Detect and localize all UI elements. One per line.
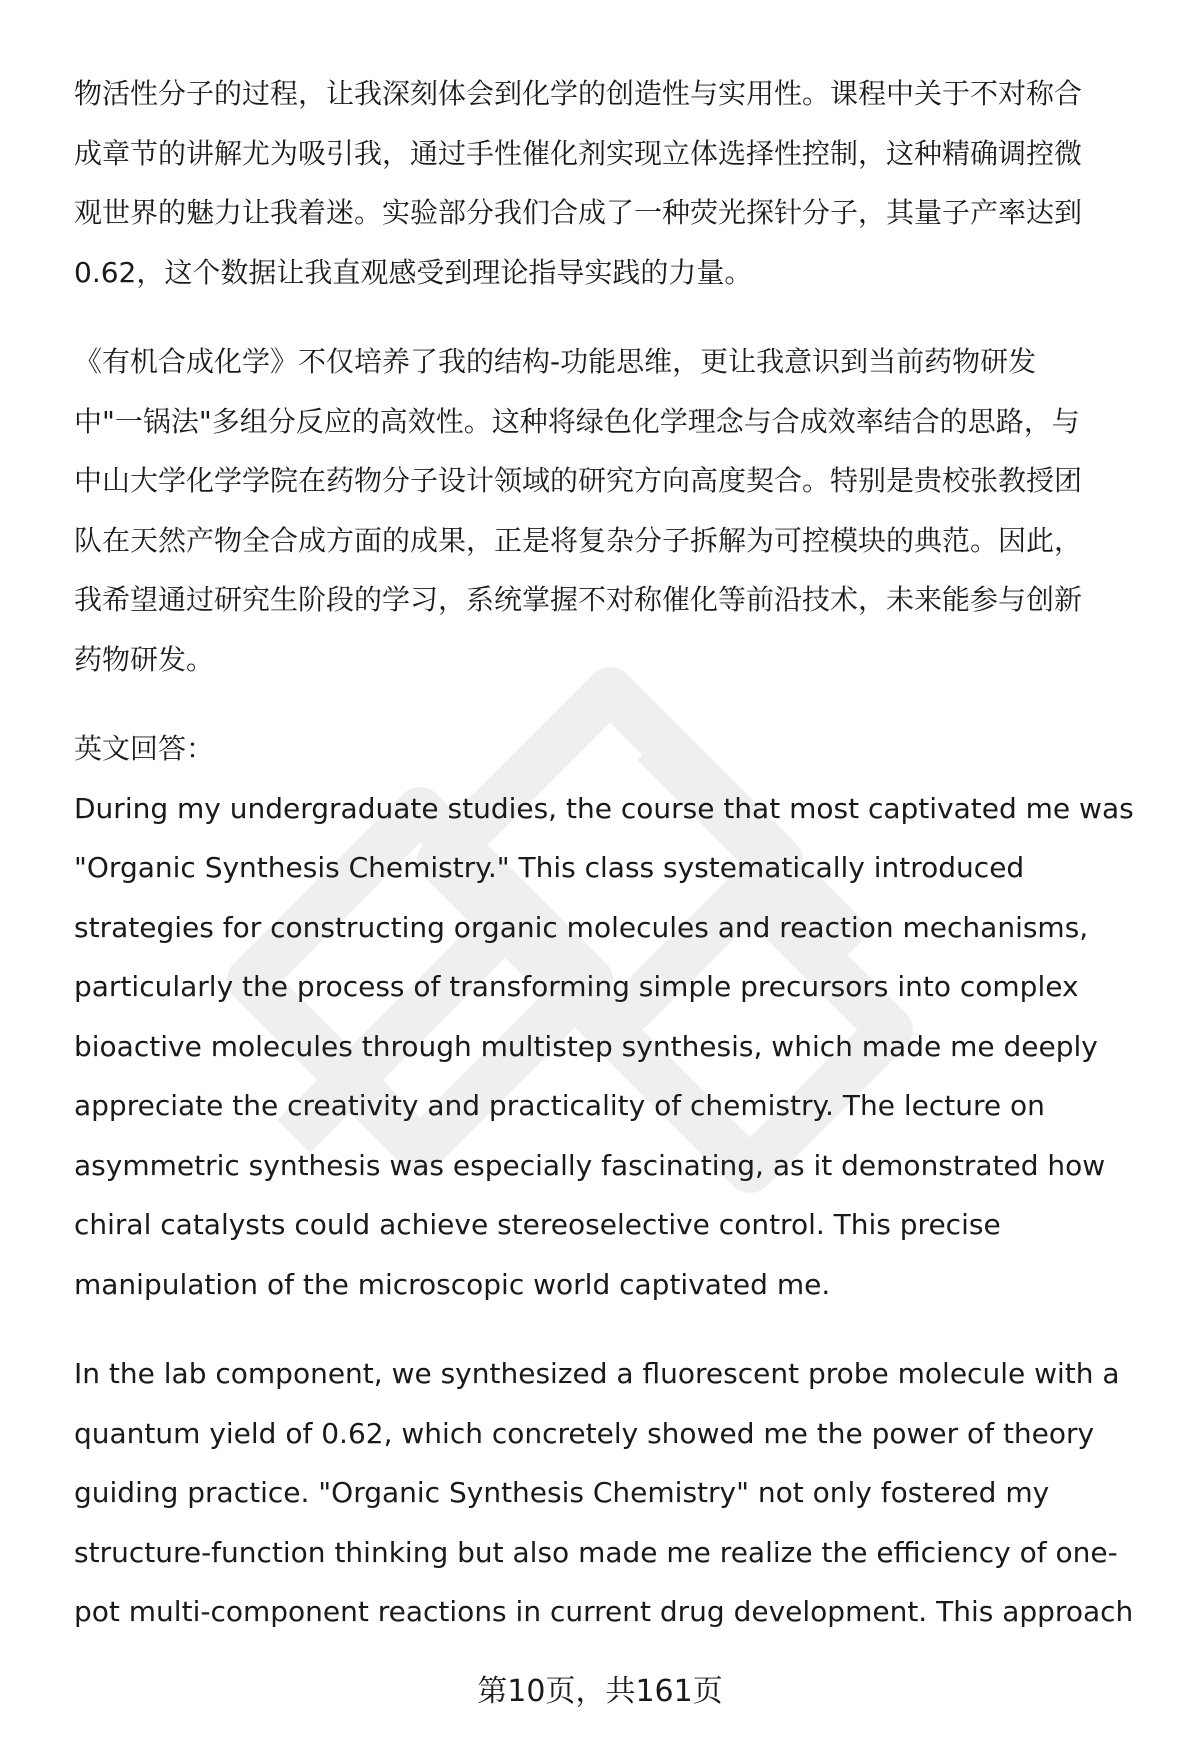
paragraph-en-1 — [74, 779, 1154, 1315]
text-line: 药物研发。 — [74, 642, 215, 676]
text-line: 观世界的魅力让我着迷。实验部分我们合成了一种荧光探针分子，其量子产率达到 — [74, 196, 1083, 229]
paragraph-cn-2 — [74, 332, 1154, 689]
text-line: structure-function thinking but also made me realize the efficiency of one- — [74, 1535, 1118, 1569]
text-line: appreciate the creativity and practicality of chemistry. The lecture on — [74, 1089, 1045, 1122]
text-line: 成章节的讲解尤为吸引我，通过手性催化剂实现立体选择性控制，这种精确调控微 — [74, 136, 1083, 170]
text-line: 我希望通过研究生阶段的学习，系统掌握不对称催化等前沿技术，未来能参与创新 — [74, 583, 1083, 616]
text-line: strategies for constructing organic molecules and reaction mechanisms, — [74, 910, 1089, 944]
text-line: "Organic Synthesis Chemistry." This class systematically introduced — [74, 851, 1025, 884]
english-answer-label: 英文回答： — [74, 732, 215, 765]
text-line: pot multi-component reactions in current drug development. This approach — [74, 1595, 1134, 1628]
paragraph-gap — [74, 302, 1154, 332]
paragraph-gap — [74, 1314, 1154, 1344]
document-body — [74, 64, 1154, 1642]
text-line: In the lab component, we synthesized a fluorescent probe molecule with a — [74, 1357, 1120, 1390]
text-line: bioactive molecules through multistep synthesis, which made me deeply — [74, 1029, 1098, 1063]
paragraph-gap — [74, 689, 1154, 719]
text-line: guiding practice. "Organic Synthesis Chemistry" not only fostered my — [74, 1476, 1050, 1509]
text-line: quantum yield of 0.62, which concretely showed me the power of theory — [74, 1416, 1095, 1450]
text-line: 0.62，这个数据让我直观感受到理论指导实践的力量。 — [74, 255, 753, 289]
text-line: During my undergraduate studies, the course that most captivated me was — [74, 791, 1134, 825]
text-line: 物活性分子的过程，让我深刻体会到化学的创造性与实用性。课程中关于不对称合 — [74, 77, 1083, 110]
text-line: chiral catalysts could achieve stereoselective control. This precise — [74, 1208, 1001, 1241]
text-line: 队在天然产物全合成方面的成果，正是将复杂分子拆解为可控模块的典范。因此， — [74, 523, 1083, 557]
text-line: asymmetric synthesis was especially fascinating, as it demonstrated how — [74, 1148, 1106, 1182]
text-line: 中山大学化学学院在药物分子设计领域的研究方向高度契合。特别是贵校张教授团 — [74, 464, 1083, 497]
text-line: 《有机合成化学》不仅培养了我的结构-功能思维，更让我意识到当前药物研发 — [74, 345, 1037, 378]
text-line: particularly the process of transforming simple precursors into complex — [74, 970, 1079, 1003]
page-number: 第10页，共161页 — [477, 1674, 723, 1709]
paragraph-cn-1 — [74, 64, 1154, 302]
paragraph-en-2 — [74, 1344, 1154, 1642]
text-line: manipulation of the microscopic world captivated me. — [74, 1267, 831, 1301]
text-line: 中"一锅法"多组分反应的高效性。这种将绿色化学理念与合成效率结合的思路，与 — [74, 404, 1080, 438]
